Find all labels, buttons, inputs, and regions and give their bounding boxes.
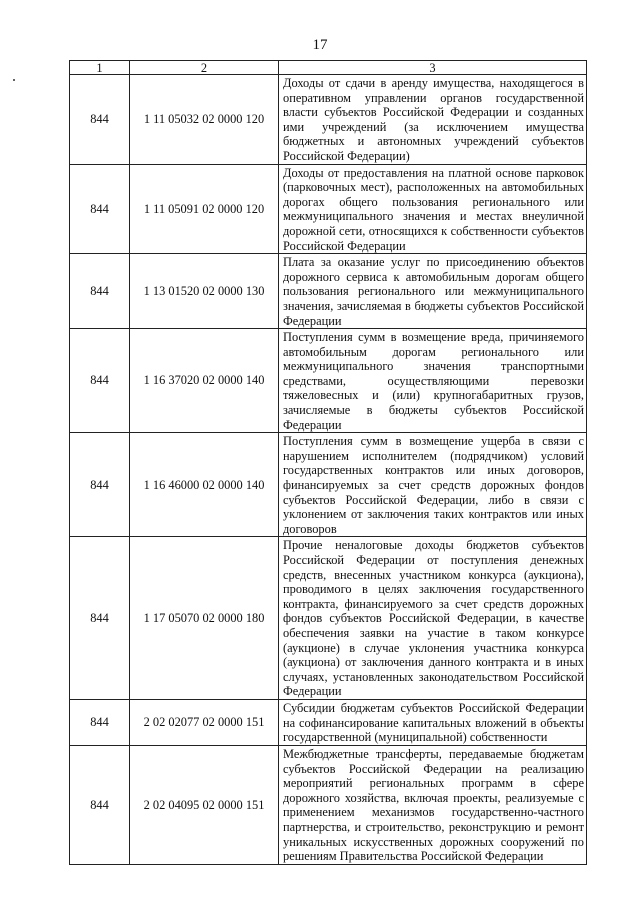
revenue-name-cell: Межбюджетные трансферты, передаваемые бюджетам субъектов Российской Федерации на реализацию мероприятий региональных программ в сфере дорожного хозяйства, включая проекты, реализуемые с применением механизмов государственно-частного партнерства, и строительство, реконструкцию и ремонт уникальных искусственных дорожных сооружений по решениям Правительства Российской Федерации [279, 745, 587, 864]
revenue-code-cell: 2 02 04095 02 0000 151 [130, 745, 279, 864]
revenue-name-cell: Доходы от предоставления на платной основе парковок (парковочных мест), расположенных на автомобильных дорогах общего пользования регионального или межмуниципального значения и местах внеуличной дорожной сети, относящихся к собственности субъектов Российской Федерации [279, 164, 587, 254]
column-header-3: 3 [279, 61, 587, 75]
scan-speck [13, 79, 15, 81]
revenue-code-cell: 1 16 37020 02 0000 140 [130, 329, 279, 433]
revenue-name-cell: Субсидии бюджетам субъектов Российской Федерации на софинансирование капитальных вложений в объекты государственной (муниципальной) собственности [279, 699, 587, 745]
revenue-name-cell: Доходы от сдачи в аренду имущества, находящегося в оперативном управлении органов государственной власти субъектов Российской Федерации и созданных ими учреждений (за исключением имущества бюджетных и автономных учреждений субъектов Российской Федерации) [279, 75, 587, 165]
table-row [70, 75, 587, 165]
page-number: 17 [312, 37, 328, 53]
table-header-row [70, 61, 587, 75]
revenue-code-cell: 1 13 01520 02 0000 130 [130, 254, 279, 329]
table-row [70, 433, 587, 537]
admin-code-cell: 844 [70, 75, 130, 165]
admin-code-cell: 844 [70, 699, 130, 745]
revenue-code-cell: 1 11 05032 02 0000 120 [130, 75, 279, 165]
revenue-name-cell: Плата за оказание услуг по присоединению объектов дорожного сервиса к автомобильным дорогам общего пользования регионального или межмуниципального значения, зачисляемая в бюджеты субъектов Российской Федерации [279, 254, 587, 329]
revenue-code-cell: 2 02 02077 02 0000 151 [130, 699, 279, 745]
revenue-code-cell: 1 16 46000 02 0000 140 [130, 433, 279, 537]
admin-code-cell: 844 [70, 433, 130, 537]
column-header-1: 1 [70, 61, 130, 75]
revenue-name-cell: Поступления сумм в возмещение вреда, причиняемого автомобильным дорогам регионального или межмуниципального значения транспортными средствами, осуществляющими перевозки тяжеловесных и (или) крупногабаритных грузов, зачисляемые в бюджеты субъектов Российской Федерации [279, 329, 587, 433]
table-row [70, 329, 587, 433]
revenue-code-cell: 1 11 05091 02 0000 120 [130, 164, 279, 254]
admin-code-cell: 844 [70, 164, 130, 254]
revenue-codes-table [69, 60, 587, 865]
admin-code-cell: 844 [70, 745, 130, 864]
revenue-code-cell: 1 17 05070 02 0000 180 [130, 537, 279, 700]
revenue-name-cell: Прочие неналоговые доходы бюджетов субъектов Российской Федерации от поступления денежных средств, внесенных участником конкурса (аукциона), проводимого в целях заключения государственного контракта, финансируемого за счет средств дорожных фондов субъектов Российской Федерации, в качестве обеспечения заявки на участие в таком конкурсе (аукционе) в случае уклонения участника конкурса (аукциона) от заключения данного контракта и в иных случаях, установленных законодательством Российской Федерации [279, 537, 587, 700]
table-row [70, 164, 587, 254]
table-row [70, 537, 587, 700]
admin-code-cell: 844 [70, 537, 130, 700]
column-header-2: 2 [130, 61, 279, 75]
admin-code-cell: 844 [70, 329, 130, 433]
admin-code-cell: 844 [70, 254, 130, 329]
table-row [70, 745, 587, 864]
table-row [70, 254, 587, 329]
revenue-name-cell: Поступления сумм в возмещение ущерба в связи с нарушением исполнителем (подрядчиком) условий государственных контрактов или иных договоров, финансируемых за счет средств дорожных фондов субъектов Российской Федерации, либо в связи с уклонением от заключения таких контрактов или иных договоров [279, 433, 587, 537]
table-row [70, 699, 587, 745]
